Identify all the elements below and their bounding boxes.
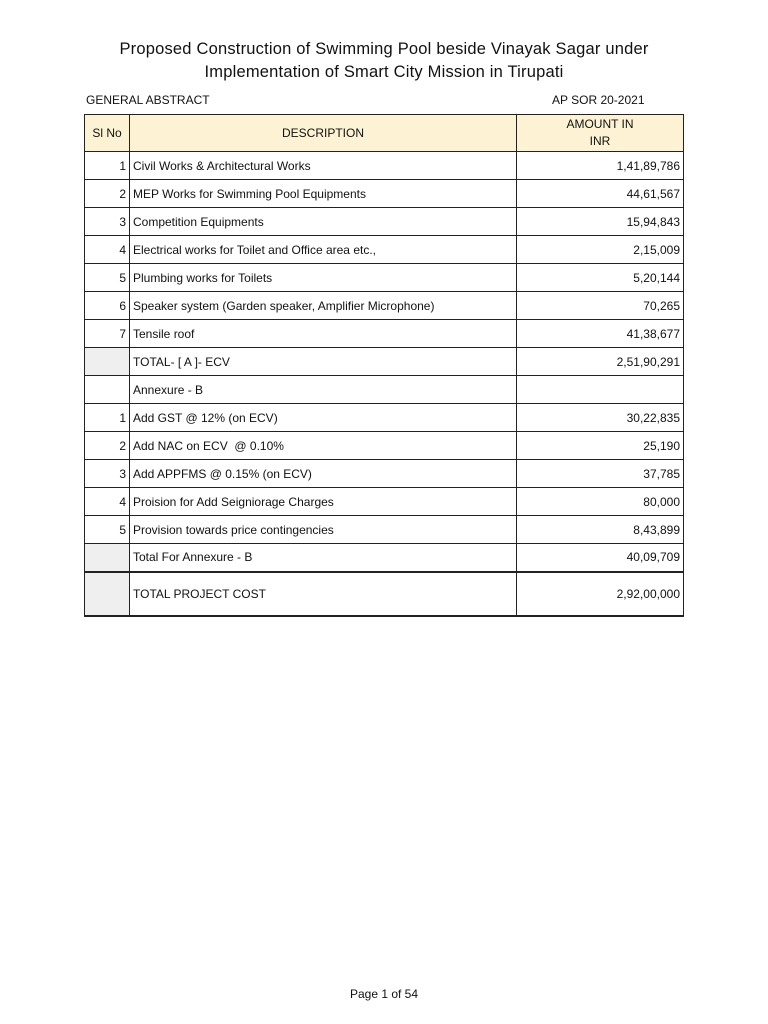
annexure-heading-row xyxy=(85,376,684,404)
row-description: Proision for Add Seigniorage Charges xyxy=(130,488,517,516)
grand-total-description: TOTAL PROJECT COST xyxy=(130,572,517,616)
table-row xyxy=(85,432,684,460)
general-abstract-label: GENERAL ABSTRACT xyxy=(86,93,210,107)
row-amount: 44,61,567 xyxy=(517,180,684,208)
table-row xyxy=(85,180,684,208)
row-description: Add NAC on ECV @ 0.10% xyxy=(130,432,517,460)
grand-total-sl xyxy=(85,572,130,616)
grand-total-row xyxy=(85,572,684,616)
row-description: MEP Works for Swimming Pool Equipments xyxy=(130,180,517,208)
total-b-sl xyxy=(85,544,130,572)
row-amount: 80,000 xyxy=(517,488,684,516)
row-sl: 1 xyxy=(85,152,130,180)
table-row xyxy=(85,152,684,180)
row-sl: 4 xyxy=(85,488,130,516)
page-number: Page 1 of 54 xyxy=(349,987,419,1001)
total-b-amount: 40,09,709 xyxy=(517,544,684,572)
row-sl: 2 xyxy=(85,432,130,460)
annexure-heading-sl xyxy=(85,376,130,404)
table-row xyxy=(85,320,684,348)
row-description: Competition Equipments xyxy=(130,208,517,236)
row-sl: 3 xyxy=(85,208,130,236)
row-sl: 7 xyxy=(85,320,130,348)
row-amount: 15,94,843 xyxy=(517,208,684,236)
sor-label: AP SOR 20-2021 xyxy=(552,93,645,107)
row-description: Civil Works & Architectural Works xyxy=(130,152,517,180)
header-sl-no: Sl No xyxy=(85,115,130,152)
title-line-1: Proposed Construction of Swimming Pool beside Vinayak Sagar under xyxy=(119,40,649,58)
row-amount: 25,190 xyxy=(517,432,684,460)
row-amount: 1,41,89,786 xyxy=(517,152,684,180)
total-a-amount: 2,51,90,291 xyxy=(517,348,684,376)
row-sl: 5 xyxy=(85,516,130,544)
row-amount: 2,15,009 xyxy=(517,236,684,264)
row-amount: 8,43,899 xyxy=(517,516,684,544)
row-amount: 30,22,835 xyxy=(517,404,684,432)
table-row xyxy=(85,208,684,236)
row-description: Provision towards price contingencies xyxy=(130,516,517,544)
table-row xyxy=(85,460,684,488)
row-description: Speaker system (Garden speaker, Amplifier Microphone) xyxy=(130,292,517,320)
row-amount: 5,20,144 xyxy=(517,264,684,292)
row-sl: 6 xyxy=(85,292,130,320)
row-description: Plumbing works for Toilets xyxy=(130,264,517,292)
total-b-row xyxy=(85,544,684,572)
row-amount: 70,265 xyxy=(517,292,684,320)
row-amount: 37,785 xyxy=(517,460,684,488)
total-a-description: TOTAL- [ A ]- ECV xyxy=(130,348,517,376)
row-description: Add GST @ 12% (on ECV) xyxy=(130,404,517,432)
total-b-description: Total For Annexure - B xyxy=(130,544,517,572)
row-description: Add APPFMS @ 0.15% (on ECV) xyxy=(130,460,517,488)
row-sl: 1 xyxy=(85,404,130,432)
total-a-row xyxy=(85,348,684,376)
row-description: Tensile roof xyxy=(130,320,517,348)
annexure-heading-label: Annexure - B xyxy=(130,376,517,404)
table-row xyxy=(85,404,684,432)
row-sl: 3 xyxy=(85,460,130,488)
row-sl: 4 xyxy=(85,236,130,264)
header-description: DESCRIPTION xyxy=(130,115,517,152)
header-amount xyxy=(517,115,684,152)
table-row xyxy=(85,488,684,516)
row-sl: 2 xyxy=(85,180,130,208)
annexure-heading-amount xyxy=(517,376,684,404)
grand-total-amount: 2,92,00,000 xyxy=(517,572,684,616)
row-amount: 41,38,677 xyxy=(517,320,684,348)
table-row xyxy=(85,516,684,544)
document-title xyxy=(0,38,768,84)
table-row xyxy=(85,292,684,320)
title-line-2: Implementation of Smart City Mission in Tirupati xyxy=(204,63,564,81)
total-a-sl xyxy=(85,348,130,376)
table-row xyxy=(85,236,684,264)
table-header-row xyxy=(85,115,684,152)
header-amount-line-2: INR xyxy=(589,134,611,148)
abstract-table xyxy=(84,114,684,617)
table-row xyxy=(85,264,684,292)
header-amount-line-1: AMOUNT IN xyxy=(566,117,634,131)
row-description: Electrical works for Toilet and Office area etc., xyxy=(130,236,517,264)
row-sl: 5 xyxy=(85,264,130,292)
